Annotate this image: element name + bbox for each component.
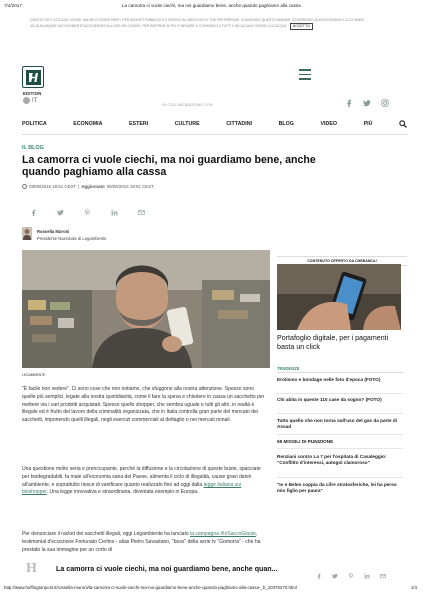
article-meta (22, 184, 154, 189)
pinterest-icon[interactable] (348, 566, 354, 572)
menu-bar (299, 69, 311, 71)
partner-text: IN COLLABORAZIONE CON (162, 103, 213, 107)
nav-item-culture[interactable]: CULTURE (174, 121, 200, 127)
nav-item-blog[interactable]: BLOG (278, 121, 294, 127)
logo-mark (26, 70, 41, 85)
trending-separator (277, 448, 403, 449)
trending-item[interactable]: Tutto quello che non torna sull'uso del gas da parte di Assad (277, 418, 398, 430)
trending-divider (277, 372, 403, 373)
trending-separator (277, 413, 403, 414)
page-number: 1/4 (410, 585, 417, 590)
nav-item-politica[interactable]: POLITICA (22, 121, 47, 127)
trending-item[interactable]: Erotismo e bondage nelle foto d'epoca (FOTO) (277, 377, 381, 382)
paragraph-2-text-end: . Una legge innovativa e straordinaria, diventata esempio in Europa. (46, 489, 199, 496)
print-url: http://www.huffingtonpost.it/rossella-muroni/la-camorra-ci-vuole-ciechi-ma-noi-guardiamo-bene-anche-quando-paghiamo-alla-cassa-_b_10376270.html (4, 585, 297, 590)
twitter-icon[interactable] (332, 566, 338, 572)
edition-value: IT (32, 97, 38, 104)
article-photo (22, 250, 270, 368)
sticky-title: La camorra ci vuole ciechi, ma noi guardiamo bene, anche quan... (56, 565, 278, 573)
sponsor-title[interactable]: Portafoglio digitale, per i pagamenti basta un click (277, 334, 389, 351)
paragraph-3-text: Per denunciare il racket dei sacchetti illegali, oggi Legambiente ha lanciato (22, 531, 191, 537)
email-icon[interactable] (138, 203, 145, 210)
article-paragraph-2 (22, 466, 268, 497)
sponsor-label: CONTENUTO OFFERTO DA CHEBANCA! (277, 256, 407, 266)
nav-item-piu[interactable]: PIÙ (363, 121, 373, 127)
trending-label: TENDENZE (277, 366, 300, 371)
paragraph-2-text: Una questione molto seria e preoccupante, perché la diffusione e la circolazione di queste buste, spacciate per biodegradabili, fa male all'economia sana del Paese, alimenta il ciclo di illegalità, cause gravi danni all'ambiente, e soprattutto riesce di vanificare quanto realizzato fino ad oggi dalla (22, 466, 261, 488)
cookie-text: QUESTO SITO UTILIZZA COOKIE, ANCHE DI TERZE PARTI, PER INVIARTI PUBBLICITÀ E SERVIZI IN LINEA CON LE TUE PREFERENZE. CHIUDENDO QUESTO BANNER, SCORRENDO QUESTA PAGINA O CLICCANDO UN QUALUNQUE SUO ELEMENTO ACCONSENTI ALL'USO DEI COOKIE. PER SAPERNE DI PIÙ O NEGARE IL CONSENSO A TUTTI O AD ALCUNI COOKIE CLICCA QUI. (30, 18, 365, 29)
linkedin-icon[interactable] (364, 566, 370, 572)
facebook-icon[interactable] (345, 94, 353, 102)
author-role: Presidente Nazionale di Legambiente (37, 236, 107, 241)
twitter-icon[interactable] (363, 94, 371, 102)
share-bar (30, 203, 145, 210)
nav-item-cittadini[interactable]: CITTADINI (226, 121, 253, 127)
updated-label: Aggiornato (81, 184, 105, 189)
photo-illustration (22, 250, 270, 368)
trending-item[interactable]: "Io e Belen coppia da cifre stratosferiche, lei ha perso mio figlio per paura" (277, 482, 397, 494)
sticky-social (316, 566, 386, 572)
nav-item-economia[interactable]: ECONOMIA (73, 121, 103, 127)
pinterest-icon[interactable] (84, 203, 91, 210)
sticky-logo[interactable]: H (26, 561, 37, 576)
twitter-icon[interactable] (57, 203, 64, 210)
author-name[interactable]: Rossella Muroni (37, 229, 70, 234)
instagram-icon[interactable] (381, 94, 389, 102)
linkedin-icon[interactable] (111, 203, 118, 210)
print-date: 7/4/2017 (4, 3, 22, 8)
trending-separator (277, 434, 403, 435)
sponsor-image[interactable] (277, 264, 401, 330)
edition-label: EDITION (23, 91, 42, 96)
trending-item[interactable]: Chi abita in queste 110 case da sogno? (FOTO) (277, 397, 382, 402)
header-social (345, 94, 389, 102)
cookie-banner (30, 18, 370, 30)
menu-bar (299, 78, 311, 80)
search-icon[interactable] (399, 120, 407, 128)
published-date: 09/06/2016 18:51 CEST (29, 184, 77, 189)
facebook-icon[interactable] (316, 566, 322, 572)
trending-separator (277, 477, 403, 478)
photo-caption: LEGAMBIENTE (22, 373, 46, 377)
article-paragraph-3 (22, 531, 268, 554)
article-category[interactable]: IL BLOG (22, 145, 44, 151)
article-headline: La camorra ci vuole ciechi, ma noi guardiamo bene, anche quando paghiamo alla cassa (22, 154, 316, 179)
sponsor-illustration (277, 264, 401, 330)
bioshopper-law-link[interactable]: legge italiana sui bioshopper (22, 481, 242, 496)
hamburger-menu-icon[interactable] (299, 69, 311, 80)
trending-item[interactable]: Renziani contro La 7 per l'ospitata di Casaleggio: "Conflitto d'interessi, autogol clamoroso" (277, 454, 387, 466)
article-paragraph-1: "È facile non vedere". Ci sono cose che non notiamo, che sfuggono alla nostra attenzione. Spesso sono quelle più semplici, legate alla nostra quotidianità, come il fare la spesa e chiedere in cassa un sacchetto per mettere via i vari prodotti acquistati. Spesso quello shopper, che sembra uguale e tutti gli altri, in realtà è illegale ed è frutto del lavoro della criminalità organizzata, che in Italia controlla gran parte del mercato dei sacchetti, imponendo quelli illegali, negli esercizi commerciali al dettaglio o nei mercati rionali. (22, 386, 265, 424)
print-header (4, 3, 421, 11)
nav-item-esteri[interactable]: ESTERI (129, 121, 149, 127)
clock-icon (22, 184, 27, 189)
trending-separator (277, 393, 403, 394)
cookie-accept-button[interactable]: ACCETTO (290, 23, 313, 29)
print-title: La camorra ci vuole ciechi, ma noi guardiamo bene, anche quando paghiamo alla cassa (122, 3, 301, 8)
paragraph-3-text-end: , testimonial d'eccezione Fortunato Cerlino - alias Pietro Savastano, "boss" della serie tv "Gomorra" - che ha prestato la sua immagine per un corto di (22, 531, 261, 553)
email-icon[interactable] (380, 566, 386, 572)
main-nav (22, 117, 407, 131)
trending-item[interactable]: 59 MISSILI DI PUNIZIONE (277, 439, 334, 444)
edition-selector[interactable] (23, 97, 37, 104)
facebook-icon[interactable] (30, 203, 37, 210)
flag-icon (23, 97, 30, 104)
huffpost-logo-icon[interactable] (22, 66, 44, 88)
campaign-link[interactable]: la campagna #IoSaccoGiusto (190, 531, 256, 537)
nav-divider (22, 134, 407, 135)
menu-bar (299, 74, 311, 76)
updated-date: 09/06/2016 18:51 CEST (106, 184, 154, 189)
nav-item-video[interactable]: VIDEO (320, 121, 337, 127)
author-avatar[interactable] (22, 227, 32, 240)
meta-separator: | (78, 184, 80, 189)
sticky-share-bar (0, 555, 425, 585)
